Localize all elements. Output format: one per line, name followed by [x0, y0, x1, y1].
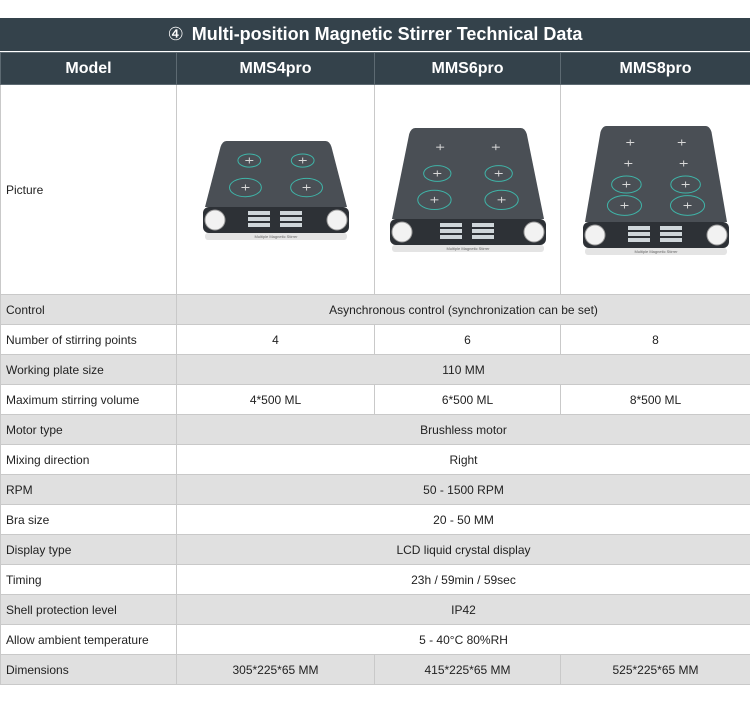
spec-value: Asynchronous control (synchronization can be set) — [177, 295, 750, 325]
spec-row — [1, 355, 750, 385]
spec-row — [1, 325, 750, 355]
spec-value: 4 — [177, 325, 375, 355]
spec-value: Right — [177, 445, 750, 475]
spec-value: Brushless motor — [177, 415, 750, 445]
model-header-mms6pro: MMS6pro — [375, 53, 561, 85]
knob-right — [524, 222, 544, 242]
spec-row — [1, 565, 750, 595]
title-bar — [0, 18, 750, 52]
spec-row — [1, 655, 750, 685]
knob-left — [205, 210, 225, 230]
section-number: ④ — [167, 24, 184, 45]
spec-row — [1, 535, 750, 565]
spec-label: Display type — [1, 535, 177, 565]
device-label: Multiple Magnetic Stirrer — [633, 248, 678, 254]
spec-label: Timing — [1, 565, 177, 595]
device-label: Multiple Magnetic Stirrer — [253, 233, 298, 239]
lcd-display — [280, 217, 302, 221]
spec-label: Allow ambient temperature — [1, 625, 177, 655]
stirrer-6-image — [388, 122, 548, 257]
lcd-display — [472, 229, 494, 233]
page-title: Multi-position Magnetic Stirrer Technical Data — [191, 24, 583, 44]
spec-table — [0, 52, 750, 685]
spec-value: 23h / 59min / 59sec — [177, 565, 750, 595]
spec-value: 5 - 40°C 80%RH — [177, 625, 750, 655]
lcd-display — [628, 226, 650, 230]
spec-value: 8 — [561, 325, 750, 355]
lcd-display — [248, 217, 270, 221]
lcd-display — [660, 226, 682, 230]
spec-value: 8*500 ML — [561, 385, 750, 415]
lcd-display — [280, 211, 302, 215]
spec-value: 4*500 ML — [177, 385, 375, 415]
spec-row — [1, 445, 750, 475]
control-panel — [390, 219, 546, 245]
spec-label: Dimensions — [1, 655, 177, 685]
stirrer-plate — [585, 126, 727, 222]
spec-label: Mixing direction — [1, 445, 177, 475]
picture-mms6pro — [375, 85, 561, 295]
spec-label: Bra size — [1, 505, 177, 535]
spec-value: 305*225*65 MM — [177, 655, 375, 685]
spec-row — [1, 415, 750, 445]
lcd-display — [440, 223, 462, 227]
spec-value: LCD liquid crystal display — [177, 535, 750, 565]
spec-row — [1, 595, 750, 625]
model-header: Model — [1, 53, 177, 85]
spec-row — [1, 385, 750, 415]
spec-label: Shell protection level — [1, 595, 177, 625]
lcd-display — [280, 223, 302, 227]
spec-value: 525*225*65 MM — [561, 655, 750, 685]
stirrer-8-image — [581, 120, 731, 260]
spec-label: Number of stirring points — [1, 325, 177, 355]
model-header-mms4pro: MMS4pro — [177, 53, 375, 85]
knob-right — [707, 225, 727, 245]
spec-row — [1, 295, 750, 325]
spec-row — [1, 475, 750, 505]
spec-label: Working plate size — [1, 355, 177, 385]
spec-value: 110 MM — [177, 355, 750, 385]
lcd-display — [440, 235, 462, 239]
spec-label: Maximum stirring volume — [1, 385, 177, 415]
picture-mms8pro — [561, 85, 750, 295]
spec-value: 6*500 ML — [375, 385, 561, 415]
stirrer-plate — [392, 128, 544, 219]
lcd-display — [628, 238, 650, 242]
model-header-mms8pro: MMS8pro — [561, 53, 750, 85]
picture-row — [1, 85, 750, 295]
spec-row — [1, 625, 750, 655]
stirrer-4-image — [201, 135, 351, 245]
knob-left — [585, 225, 605, 245]
device-label: Multiple Magnetic Stirrer — [445, 246, 490, 251]
lcd-display — [660, 232, 682, 236]
lcd-display — [628, 232, 650, 236]
lcd-display — [660, 238, 682, 242]
header-row — [1, 53, 750, 85]
spec-label: Control — [1, 295, 177, 325]
spec-value: 50 - 1500 RPM — [177, 475, 750, 505]
knob-left — [392, 222, 412, 242]
lcd-display — [248, 211, 270, 215]
lcd-display — [440, 229, 462, 233]
spec-value: 6 — [375, 325, 561, 355]
knob-right — [327, 210, 347, 230]
spec-value: 20 - 50 MM — [177, 505, 750, 535]
spec-sheet — [0, 18, 750, 685]
spec-label: RPM — [1, 475, 177, 505]
lcd-display — [248, 223, 270, 227]
spec-value: IP42 — [177, 595, 750, 625]
stirrer-plate — [205, 141, 347, 207]
picture-mms4pro — [177, 85, 375, 295]
spec-label: Motor type — [1, 415, 177, 445]
lcd-display — [472, 223, 494, 227]
spec-row — [1, 505, 750, 535]
spec-value: 415*225*65 MM — [375, 655, 561, 685]
lcd-display — [472, 235, 494, 239]
picture-label: Picture — [1, 85, 177, 295]
